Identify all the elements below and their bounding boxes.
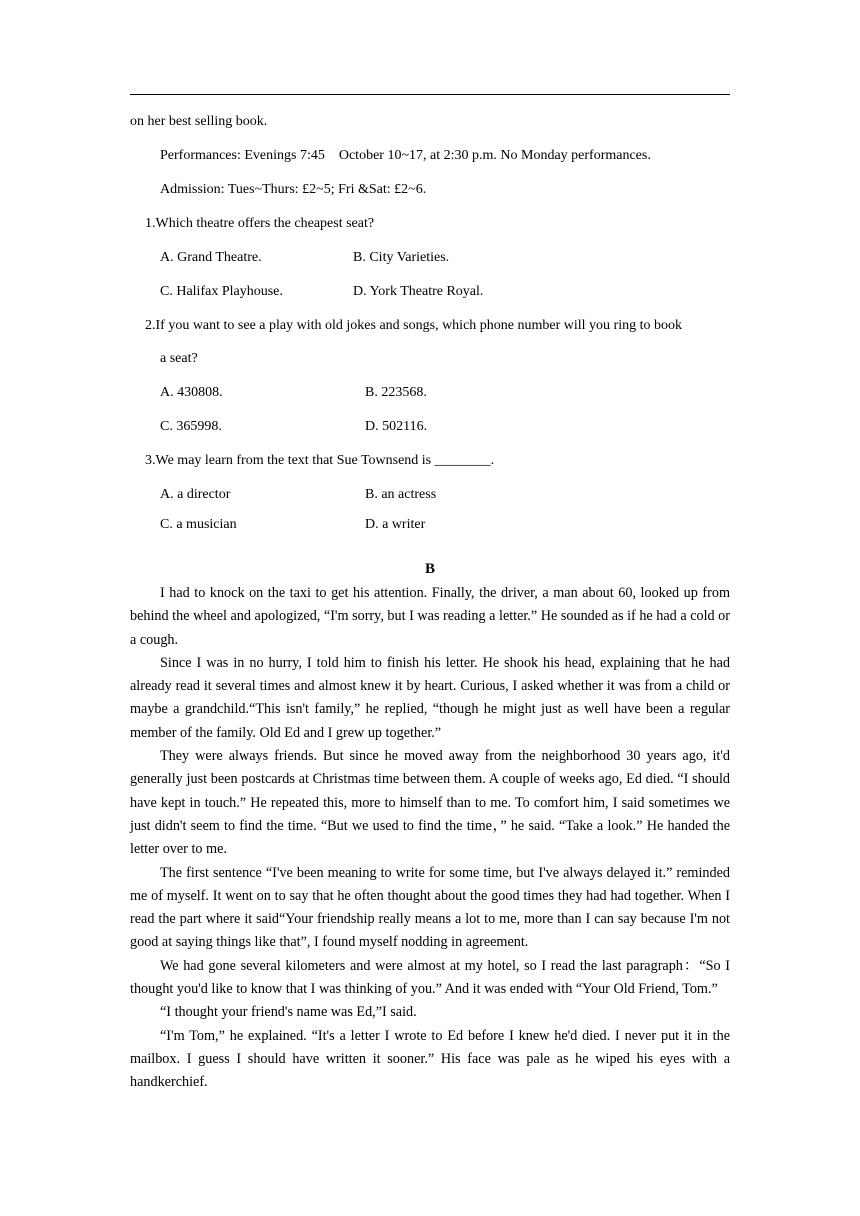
question-2-option-c: C. 365998.	[160, 419, 222, 434]
question-3-option-d: D. a writer	[365, 517, 426, 532]
question-3-option-a: A. a director	[160, 487, 231, 502]
section-b-heading: B	[424, 561, 435, 577]
header-rule	[130, 94, 730, 95]
passage-paragraph: “I thought your friend's name was Ed,”I said.	[160, 1004, 417, 1021]
admission-line: Admission: Tues~Thurs: £2~5; Fri &Sat: £2~6.	[160, 182, 427, 197]
question-1-stem: 1.Which theatre offers the cheapest seat?	[145, 216, 375, 231]
passage-a-continuation: on her best selling book.	[130, 114, 268, 129]
passage-paragraph: “I'm Tom,” he explained. “It's a letter I wrote to Ed before I knew he'd died. I never put it in the mailbox. I guess I should have written it sooner.” His face was pale as he wiped his eyes with a handkerchief.	[130, 1027, 730, 1091]
question-1-option-c: C. Halifax Playhouse.	[160, 284, 283, 299]
question-1-option-d: D. York Theatre Royal.	[353, 284, 484, 299]
question-3-option-b: B. an actress	[365, 487, 437, 502]
question-2-stem: 2.If you want to see a play with old jokes and songs, which phone number will you ring to book	[145, 318, 682, 333]
passage-paragraph: I had to knock on the taxi to get his attention. Finally, the driver, a man about 60, looked up from behind the wheel and apologized, “I'm sorry, but I was reading a letter.” He sounded as if he had a cold or a cough.	[130, 585, 730, 648]
passage-paragraph: Since I was in no hurry, I told him to finish his letter. He shook his head, explaining that he had already read it several times and almost knew it by heart. Curious, I asked whether it was from a child or maybe a grandchild.“This isn't family,” he replied, “though he might just as well have been a regular member of the family. Old Ed and I grew up together.”	[130, 654, 730, 741]
performances-line: Performances: Evenings 7:45 October 10~17, at 2:30 p.m. No Monday performances.	[160, 148, 651, 163]
question-2-option-b: B. 223568.	[365, 385, 427, 400]
question-3-option-c: C. a musician	[160, 517, 237, 532]
passage-paragraph: They were always friends. But since he moved away from the neighborhood 30 years ago, it'd generally just been postcards at Christmas time between them. A couple of weeks ago, Ed died. “I should have kept in touch.” He repeated this, more to himself than to me. To comfort him, I said sometimes we just didn't seem to find the time. “But we used to find the time，” he said. “Take a look.” He handed the letter over to me.	[130, 748, 730, 858]
passage-paragraph: The first sentence “I've been meaning to write for some time, but I've always delayed it.” reminded me of myself. It went on to say that he often thought about the good times they had had together. When I read the part where it said“Your friendship really means a lot to me, more than I can say because I'm not good at saying things like that”, I found myself nodding in agreement.	[130, 864, 730, 951]
question-2-option-d: D. 502116.	[365, 419, 428, 434]
section-b-passage	[130, 582, 730, 1095]
question-1-option-a: A. Grand Theatre.	[160, 250, 262, 265]
question-1-option-b: B. City Varieties.	[353, 250, 450, 265]
passage-paragraph: We had gone several kilometers and were almost at my hotel, so I read the last paragraph：“So I thought you'd like to know that I was thinking of you.” And it was ended with “Your Old Friend, Tom.”	[130, 957, 730, 998]
question-3-stem: 3.We may learn from the text that Sue Townsend is ________.	[145, 453, 495, 468]
question-2-stem-continued: a seat?	[160, 351, 198, 366]
question-2-option-a: A. 430808.	[160, 385, 223, 400]
